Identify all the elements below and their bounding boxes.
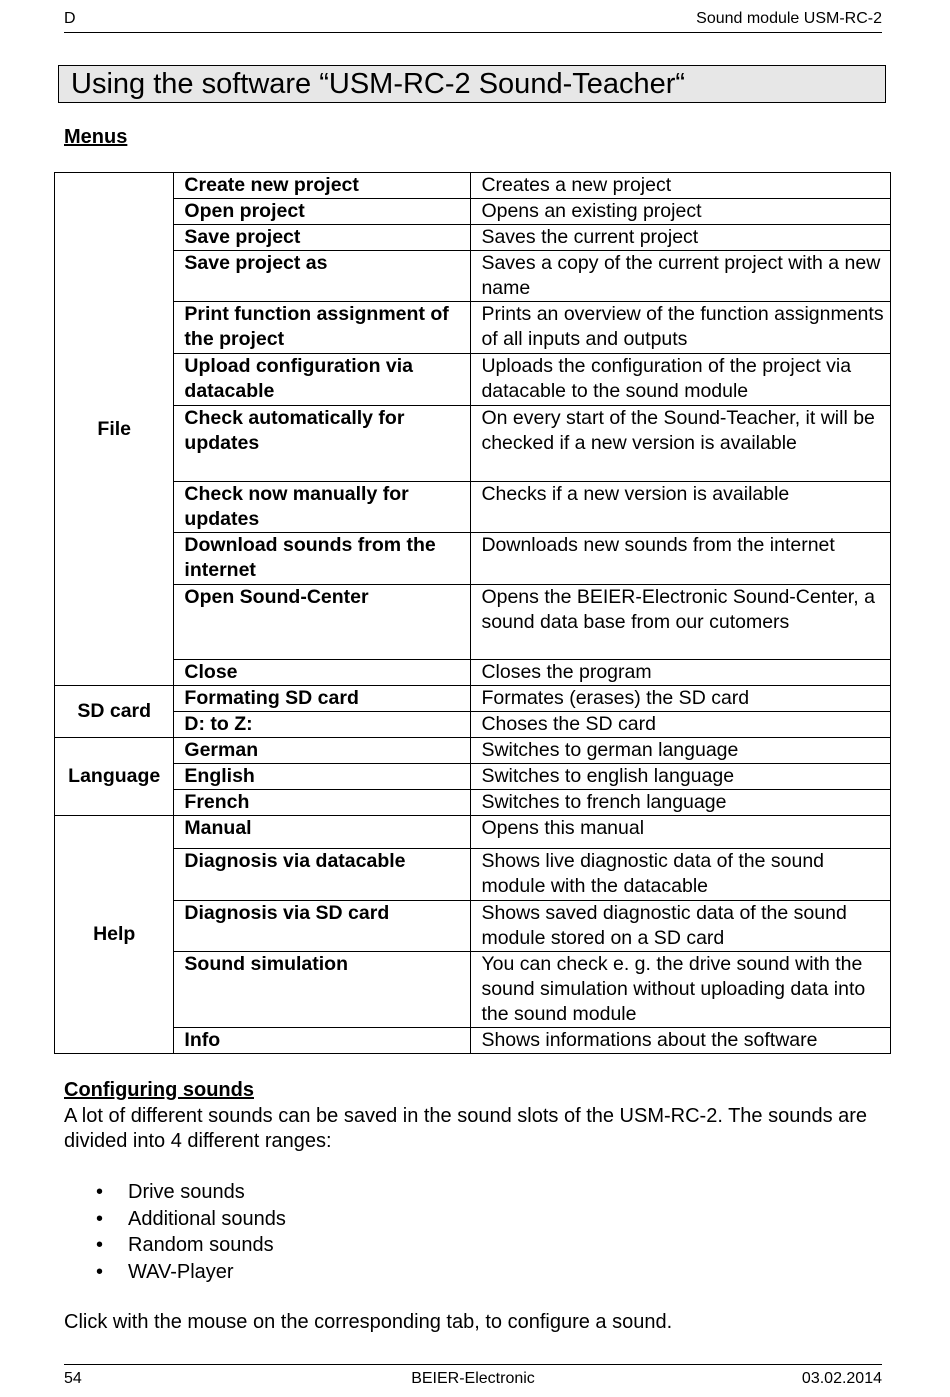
menu-command-cell: Info <box>174 1028 471 1054</box>
table-row <box>55 533 891 585</box>
table-row <box>55 660 891 686</box>
menu-command-cell: Create new project <box>174 173 471 199</box>
menu-command-cell: Close <box>174 660 471 686</box>
menus-table <box>54 172 891 1054</box>
list-item: • WAV-Player <box>64 1259 286 1286</box>
menu-command-cell: Upload configuration via datacable <box>174 354 471 406</box>
menu-command-cell: German <box>174 738 471 764</box>
menu-command-cell: Save project <box>174 225 471 251</box>
menu-description-cell: Switches to french language <box>471 790 891 816</box>
table-row <box>55 406 891 482</box>
menu-description-cell: Uploads the configuration of the project via datacable to the sound module <box>471 354 891 406</box>
bullet-icon: • <box>96 1260 104 1283</box>
table-row <box>55 849 891 901</box>
menu-description-cell: Opens the BEIER-Electronic Sound-Center, a sound data base from our cutomers <box>471 585 891 660</box>
menu-command-cell: Open Sound-Center <box>174 585 471 660</box>
table-row <box>55 225 891 251</box>
menu-description-cell: On every start of the Sound-Teacher, it will be checked if a new version is available <box>471 406 891 482</box>
menu-description-cell: Saves a copy of the current project with a new name <box>471 251 891 302</box>
menu-command-cell: Save project as <box>174 251 471 302</box>
menu-command-cell: Sound simulation <box>174 952 471 1028</box>
menu-command-cell: Diagnosis via datacable <box>174 849 471 901</box>
configuring-intro: A lot of different sounds can be saved in the sound slots of the USM-RC-2. The sounds are divided into 4 different ranges: <box>64 1105 868 1152</box>
header-left: D <box>64 10 76 27</box>
menu-command-cell: Download sounds from the internet <box>174 533 471 585</box>
table-row <box>55 302 891 354</box>
menu-command-cell: Open project <box>174 199 471 225</box>
table-row <box>55 251 891 302</box>
table-row <box>55 1028 891 1054</box>
menu-command-cell: D: to Z: <box>174 712 471 738</box>
table-row <box>55 686 891 712</box>
page-header <box>64 8 882 33</box>
ranges-list <box>64 1179 286 1285</box>
menu-description-cell: Closes the program <box>471 660 891 686</box>
menu-description-cell: You can check e. g. the drive sound with the sound simulation without uploading data into the sound module <box>471 952 891 1028</box>
menu-group-cell: Language <box>55 738 174 816</box>
table-row <box>55 354 891 406</box>
menu-description-cell: Choses the SD card <box>471 712 891 738</box>
menu-description-cell: Shows saved diagnostic data of the sound module stored on a SD card <box>471 901 891 952</box>
menu-description-cell: Prints an overview of the function assignments of all inputs and outputs <box>471 302 891 354</box>
menu-command-cell: Manual <box>174 816 471 849</box>
menus-heading: Menus <box>64 126 128 148</box>
table-row <box>55 712 891 738</box>
bullet-icon: • <box>96 1207 104 1230</box>
menu-description-cell: Checks if a new version is available <box>471 482 891 533</box>
table-row <box>55 816 891 849</box>
menu-command-cell: Formating SD card <box>174 686 471 712</box>
menu-command-cell: Diagnosis via SD card <box>174 901 471 952</box>
list-item: • Additional sounds <box>64 1206 286 1233</box>
bullet-icon: • <box>96 1234 104 1256</box>
menu-description-cell: Switches to english language <box>471 764 891 790</box>
menu-group-cell: File <box>55 173 174 686</box>
menu-description-cell: Opens an existing project <box>471 199 891 225</box>
table-row <box>55 173 891 199</box>
menu-command-cell: Print function assignment of the project <box>174 302 471 354</box>
footer-company: BEIER-Electronic <box>411 1370 535 1387</box>
table-row <box>55 764 891 790</box>
menu-description-cell: Saves the current project <box>471 225 891 251</box>
menu-description-cell: Opens this manual <box>471 816 891 849</box>
bullet-icon: • <box>96 1181 104 1203</box>
table-row <box>55 738 891 764</box>
table-row <box>55 585 891 660</box>
page-number: 54 <box>64 1370 82 1387</box>
menu-description-cell: Shows informations about the software <box>471 1028 891 1054</box>
table-row <box>55 790 891 816</box>
menu-description-cell: Downloads new sounds from the internet <box>471 533 891 585</box>
menu-command-cell: Check now manually for updates <box>174 482 471 533</box>
footer-date: 03.02.2014 <box>801 1370 882 1387</box>
menu-group-cell: Help <box>55 816 174 1054</box>
table-row <box>55 901 891 952</box>
menu-command-cell: Check automatically for updates <box>174 406 471 482</box>
table-row <box>55 482 891 533</box>
menu-description-cell: Formates (erases) the SD card <box>471 686 891 712</box>
section-title: Using the software “USM-RC-2 Sound-Teacher“ <box>58 65 886 103</box>
menu-command-cell: English <box>174 764 471 790</box>
menu-description-cell: Creates a new project <box>471 173 891 199</box>
menu-description-cell: Shows live diagnostic data of the sound module with the datacable <box>471 849 891 901</box>
menu-command-cell: French <box>174 790 471 816</box>
configuring-outro: Click with the mouse on the corresponding tab, to configure a sound. <box>64 1311 673 1333</box>
menu-group-cell: SD card <box>55 686 174 738</box>
table-row <box>55 952 891 1028</box>
header-right: Sound module USM-RC-2 <box>696 10 882 27</box>
menu-description-cell: Switches to german language <box>471 738 891 764</box>
table-row <box>55 199 891 225</box>
list-item: • Drive sounds <box>64 1179 286 1206</box>
page-footer <box>64 1364 882 1393</box>
list-item: • Random sounds <box>64 1232 286 1259</box>
configuring-heading: Configuring sounds <box>64 1079 254 1101</box>
